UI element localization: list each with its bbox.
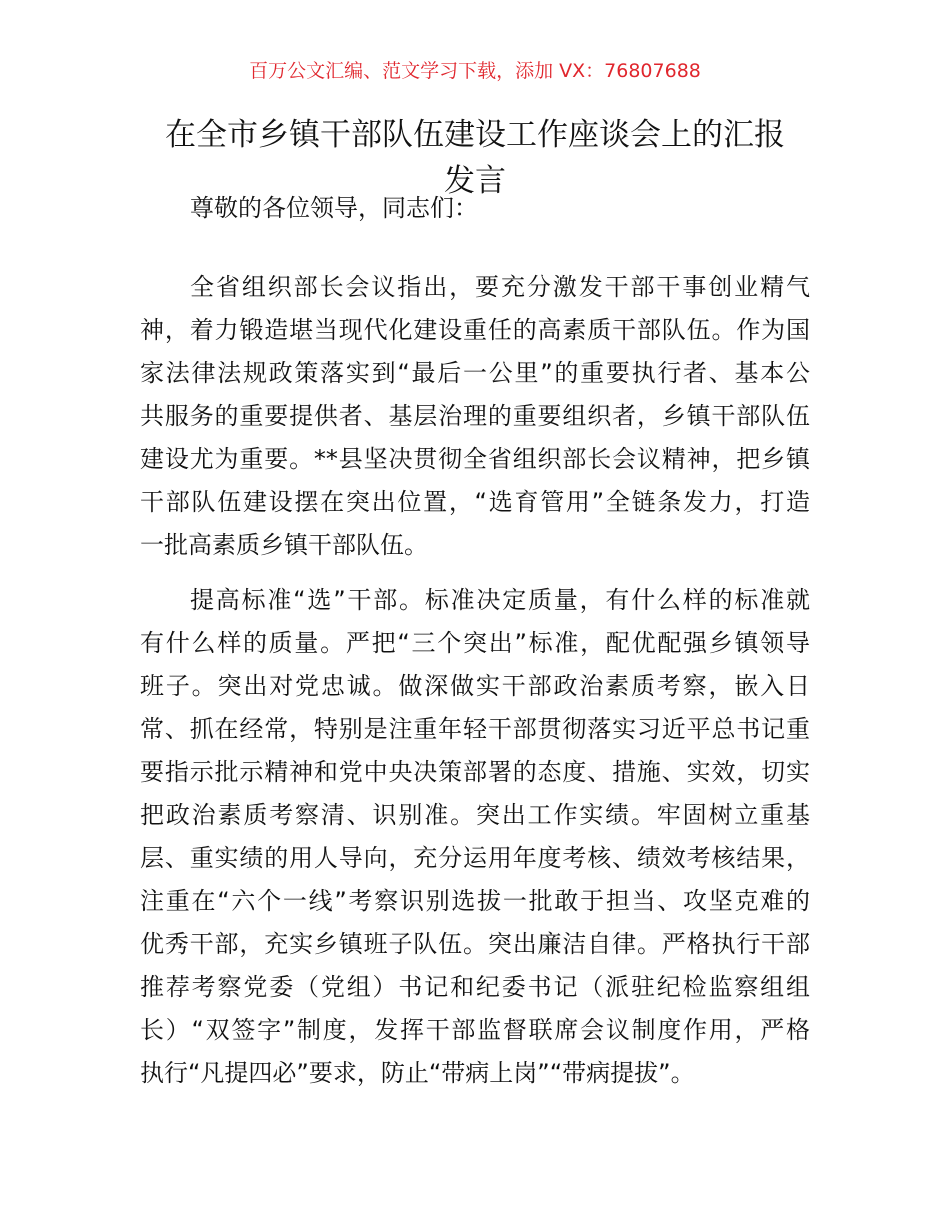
salutation: 尊敬的各位领导，同志们： (190, 194, 478, 222)
paragraph-line: 执行“凡提四必”要求，防止“带病上岗”“带病提拔”。 (140, 1059, 695, 1087)
document-title (120, 112, 830, 204)
paragraph-line: 推荐考察党委（党组）书记和纪委书记（派驻纪检监察组组 (140, 973, 810, 1001)
paragraph-line: 一批高素质乡镇干部队伍。 (140, 531, 428, 559)
paragraph-line: 有什么样的质量。严把“三个突出”标准，配优配强乡镇领导 (140, 629, 810, 657)
paragraph-line: 建设尤为重要。**县坚决贯彻全省组织部长会议精神，把乡镇 (140, 445, 810, 473)
paragraph-line: 常、抓在经常，特别是注重年轻干部贯彻落实习近平总书记重 (140, 715, 810, 743)
paragraph-line: 长）“双签字”制度，发挥干部监督联席会议制度作用，严格 (140, 1016, 810, 1044)
paragraph-line: 优秀干部，充实乡镇班子队伍。突出廉洁自律。严格执行干部 (140, 930, 810, 958)
paragraph-line: 家法律法规政策落实到“最后一公里”的重要执行者、基本公 (140, 359, 810, 387)
paragraph-1 (140, 271, 810, 572)
paragraph-line: 全省组织部长会议指出，要充分激发干部干事创业精气 (190, 273, 810, 301)
title-line: 在全市乡镇干部队伍建设工作座谈会上的汇报 (165, 117, 785, 153)
paragraph-line: 干部队伍建设摆在突出位置，“选育管用”全链条发力，打造 (140, 488, 810, 516)
paragraph-line: 提高标准“选”干部。标准决定质量，有什么样的标准就 (190, 586, 810, 614)
title-line: 发言 (444, 163, 506, 199)
paragraph-2 (140, 584, 810, 1100)
paragraph-line: 神，着力锻造堪当现代化建设重任的高素质干部队伍。作为国 (140, 316, 810, 344)
paragraph-line: 层、重实绩的用人导向，充分运用年度考核、绩效考核结果， (140, 844, 810, 872)
paragraph-line: 班子。突出对党忠诚。做深做实干部政治素质考察，嵌入日 (140, 672, 810, 700)
paragraph-line: 注重在“六个一线”考察识别选拔一批敢于担当、攻坚克难的 (140, 887, 810, 915)
paragraph-line: 把政治素质考察清、识别准。突出工作实绩。牢固树立重基 (140, 801, 810, 829)
watermark-header: 百万公文汇编、范文学习下载，添加 VX：76807688 (249, 60, 701, 82)
paragraph-line: 要指示批示精神和党中央决策部署的态度、措施、实效，切实 (140, 758, 810, 786)
paragraph-line: 共服务的重要提供者、基层治理的重要组织者，乡镇干部队伍 (140, 402, 810, 430)
